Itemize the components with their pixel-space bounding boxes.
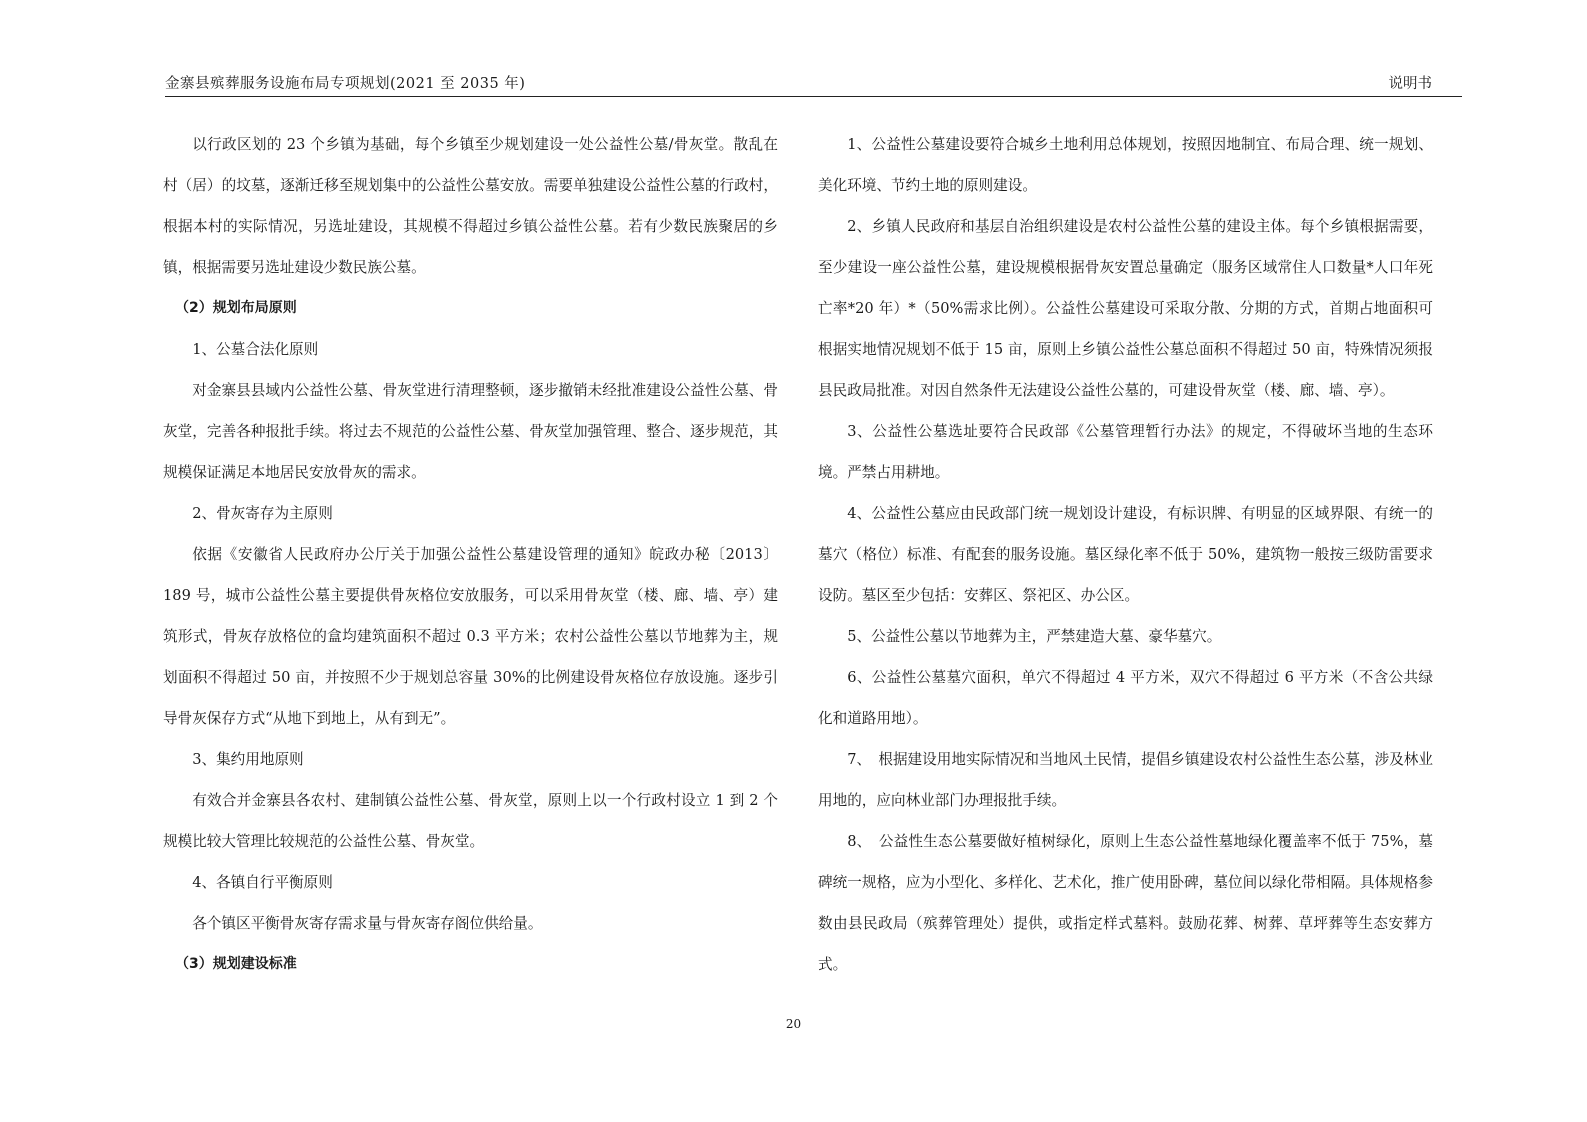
page-header xyxy=(165,70,1462,97)
section-heading: （3）规划建设标准 xyxy=(175,956,297,972)
paragraph: 3、公益性公墓选址要符合民政部《公墓管理暂行办法》的规定，不得破坏当地的生态环境。严禁占用耕地。 xyxy=(818,423,1433,481)
paragraph: 各个镇区平衡骨灰寄存需求量与骨灰寄存阁位供给量。 xyxy=(192,915,543,932)
paragraph: 1、公益性公墓建设要符合城乡土地利用总体规划，按照因地制宜、布局合理、统一规划、美化环境、节约土地的原则建设。 xyxy=(818,136,1433,194)
document-type-label: 说明书 xyxy=(1388,76,1432,92)
paragraph: 7、 根据建设用地实际情况和当地风土民情，提倡乡镇建设农村公益性生态公墓，涉及林业用地的，应向林业部门办理报批手续。 xyxy=(818,751,1433,809)
paragraph: 对金寨县县域内公益性公墓、骨灰堂进行清理整顿，逐步撤销未经批准建设公益性公墓、骨灰堂，完善各种报批手续。将过去不规范的公益性公墓、骨灰堂加强管理、整合、逐步规范，其规模保证满足本地居民安放骨灰的需求。 xyxy=(163,382,778,481)
paragraph: 2、乡镇人民政府和基层自治组织建设是农村公益性公墓的建设主体。每个乡镇根据需要，至少建设一座公益性公墓，建设规模根据骨灰安置总量确定（服务区域常住人口数量*人口年死亡率*20 年）*（50%需求比例）。公益性公墓建设可采取分散、分期的方式，首期占地面积可根据实地情况规划不低于 15 亩，原则上乡镇公益性公墓总面积不得超过 50 亩，特殊情况须报县民政局批准。对因自然条件无法建设公益性公墓的，可建设骨灰堂（楼、廊、墙、亭）。 xyxy=(818,218,1433,399)
subheading: 2、骨灰寄存为主原则 xyxy=(192,505,333,522)
paragraph: 5、公益性公墓以节地葬为主，严禁建造大墓、豪华墓穴。 xyxy=(847,628,1222,645)
paragraph: 4、公益性公墓应由民政部门统一规划设计建设，有标识牌、有明显的区域界限、有统一的墓穴（格位）标准、有配套的服务设施。墓区绿化率不低于 50%，建筑物一般按三级防雷要求设防。墓区至少包括：安葬区、祭祀区、办公区。 xyxy=(818,505,1433,604)
paragraph: 有效合并金寨县各农村、建制镇公益性公墓、骨灰堂，原则上以一个行政村设立 1 到 2 个规模比较大管理比较规范的公益性公墓、骨灰堂。 xyxy=(163,792,778,850)
paragraph: 8、 公益性生态公墓要做好植树绿化，原则上生态公益性墓地绿化覆盖率不低于 75%，墓碑统一规格，应为小型化、多样化、艺术化，推广使用卧碑，墓位间以绿化带相隔。具体规格参数由县民政局（殡葬管理处）提供，或指定样式墓料。鼓励花葬、树葬、草坪葬等生态安葬方式。 xyxy=(818,833,1433,973)
paragraph: 依据《安徽省人民政府办公厅关于加强公益性公墓建设管理的通知》皖政办秘〔2013〕189 号，城市公益性公墓主要提供骨灰格位安放服务，可以采用骨灰堂（楼、廊、墙、亭）建筑形式，骨灰存放格位的盒均建筑面积不超过 0.3 平方米；农村公益性公墓以节地葬为主，规划面积不得超过 50 亩，并按照不少于规划总容量 30%的比例建设骨灰格位存放设施。逐步引导骨灰保存方式“从地下到地上，从有到无”。 xyxy=(163,546,778,727)
document-title: 金寨县殡葬服务设施布局专项规划(2021 至 2035 年) xyxy=(165,76,526,92)
page-number: 20 xyxy=(785,1017,802,1031)
section-heading: （2）规划布局原则 xyxy=(175,300,297,316)
subheading: 4、各镇自行平衡原则 xyxy=(192,874,333,891)
paragraph: 6、公益性公墓墓穴面积，单穴不得超过 4 平方米，双穴不得超过 6 平方米（不含公共绿化和道路用地）。 xyxy=(818,669,1433,727)
left-column xyxy=(163,124,778,985)
paragraph: 以行政区划的 23 个乡镇为基础，每个乡镇至少规划建设一处公益性公墓/骨灰堂。散乱在村（居）的坟墓，逐渐迁移至规划集中的公益性公墓安放。需要单独建设公益性公墓的行政村，根据本村的实际情况，另选址建设，其规模不得超过乡镇公益性公墓。若有少数民族聚居的乡镇，根据需要另选址建设少数民族公墓。 xyxy=(163,136,778,276)
subheading: 1、公墓合法化原则 xyxy=(192,341,319,358)
right-column xyxy=(818,124,1433,985)
subheading: 3、集约用地原则 xyxy=(192,751,304,768)
